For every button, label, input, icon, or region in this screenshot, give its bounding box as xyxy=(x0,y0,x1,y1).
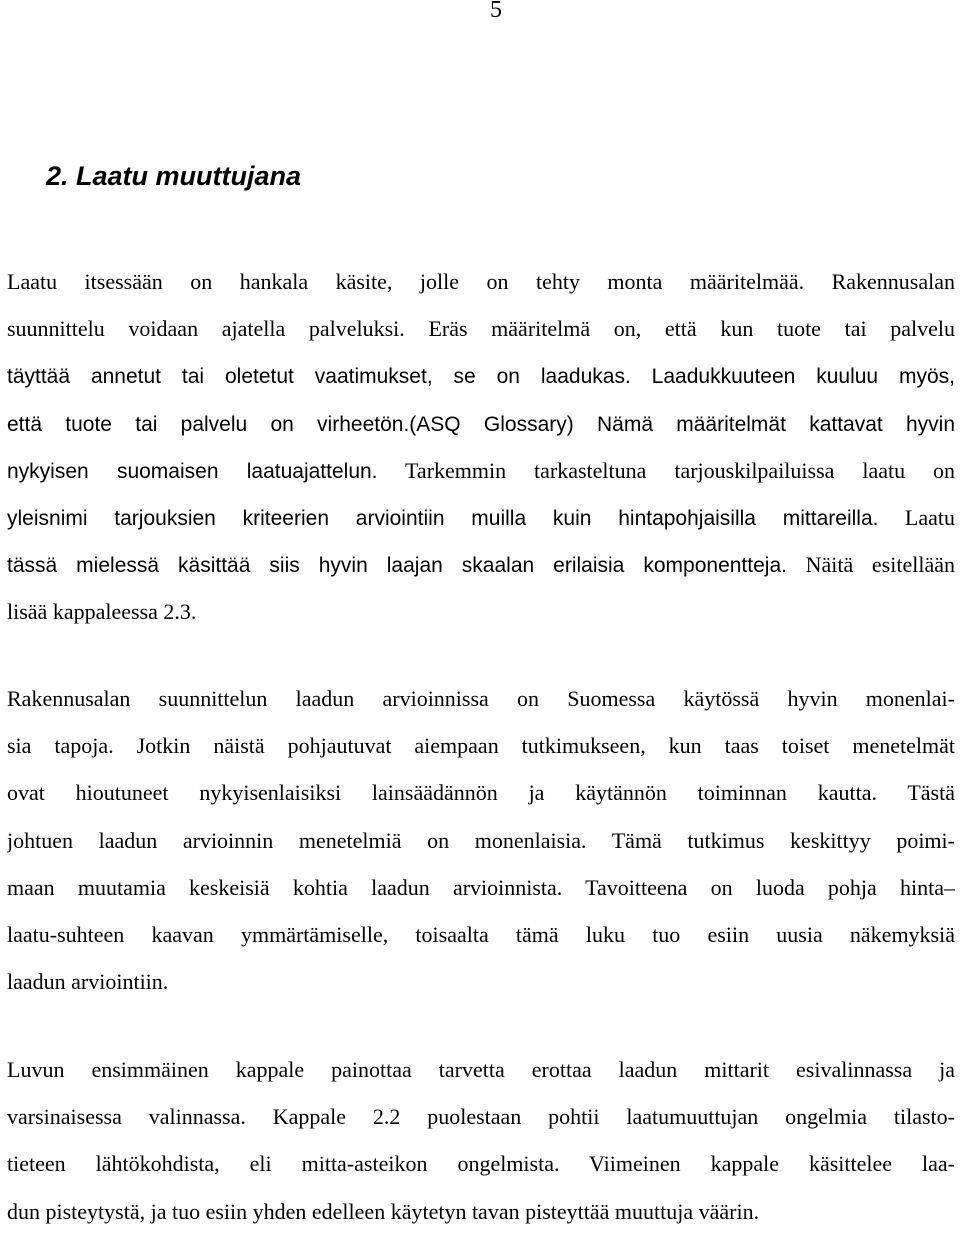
text-segment: ovat hioutuneet nykyisenlaisiksi lainsäädännön ja käytännön toiminnan kautta. Tästä xyxy=(7,780,955,806)
text-line xyxy=(7,1188,955,1235)
text-line xyxy=(7,305,955,352)
text-segment: Tarkemmin tarkasteltuna tarjouskilpailuissa laatu on xyxy=(377,457,955,483)
text-segment: Laatu xyxy=(878,504,955,530)
text-segment: dun pisteytystä, ja tuo esiin yhden edelleen käytetyn tavan pisteyttää muuttuja väärin. xyxy=(7,1198,760,1224)
text-segment: johtuen laadun arvioinnin menetelmiä on monenlaisia. Tämä tutkimus keskittyy poimi- xyxy=(7,827,955,853)
text-segment: suunnittelu voidaan ajatella palveluksi. Eräs määritelmä on, että kun tuote tai palvelu xyxy=(7,316,955,342)
text-segment: että tuote tai palvelu on virheetön. xyxy=(7,412,410,436)
page-number: 5 xyxy=(490,0,502,23)
text-segment: sia tapoja. Jotkin näistä pohjautuvat aiempaan tutkimukseen, kun taas toiset menetelmät xyxy=(7,733,955,759)
paragraph-quality-definition xyxy=(7,258,955,636)
text-line xyxy=(7,447,955,494)
text-segment: varsinaisessa valinnassa. Kappale 2.2 puolestaan pohtii laatumuuttujan ongelmia tilasto- xyxy=(7,1104,955,1130)
text-segment: Laatu itsessään on hankala käsite, jolle on tehty monta määritelmää. Rakennusalan xyxy=(7,269,955,294)
text-line xyxy=(7,1140,955,1187)
text-segment: tieteen lähtökohdista, eli mitta-asteikon ongelmista. Viimeinen kappale käsittelee laa- xyxy=(7,1151,955,1177)
paragraph-chapter-overview xyxy=(7,1046,955,1235)
text-line xyxy=(7,675,955,722)
text-segment: tässä mielessä käsittää siis hyvin laajan skaalan erilaisia komponentteja. xyxy=(7,554,787,578)
text-segment: nykyisen suomaisen laatuajattelun. xyxy=(7,459,378,483)
text-segment: maan muutamia keskeisiä kohtia laadun arvioinnista. Tavoitteena on luoda pohja hinta– xyxy=(7,874,955,900)
text-line xyxy=(7,541,955,588)
text-segment: Rakennusalan suunnittelun laadun arvioinnissa on Suomessa käytössä hyvin monenlai- xyxy=(7,686,955,711)
text-segment: laatu-suhteen kaavan ymmärtämiselle, toisaalta tämä luku tuo esiin uusia näkemyksiä xyxy=(7,921,955,947)
text-line xyxy=(7,352,955,399)
section-heading: 2. Laatu muuttujana xyxy=(46,161,302,191)
text-segment: (ASQ Glossary) Nämä määritelmät kattavat hyvin xyxy=(409,412,955,436)
text-segment: laadun arviointiin. xyxy=(7,969,169,995)
paragraph-evaluation-methods xyxy=(7,675,955,1005)
text-line xyxy=(7,258,955,305)
text-segment: yleisnimi tarjouksien kriteerien arviointiin muilla kuin hintapohjaisilla mittareilla. xyxy=(7,506,879,530)
text-line xyxy=(7,588,955,635)
text-line xyxy=(7,958,955,1005)
text-line xyxy=(7,817,955,864)
text-segment: täyttää annetut tai oletetut vaatimukset, se on laadukas. Laadukkuuteen kuuluu myös, xyxy=(7,365,955,389)
text-line xyxy=(7,1046,955,1093)
text-line xyxy=(7,1093,955,1140)
text-line xyxy=(7,722,955,769)
text-segment: lisää kappaleessa 2.3. xyxy=(7,599,197,625)
text-line xyxy=(7,864,955,911)
text-line xyxy=(7,769,955,816)
text-line xyxy=(7,494,955,541)
text-segment: Luvun ensimmäinen kappale painottaa tarvetta erottaa laadun mittarit esivalinnassa ja xyxy=(7,1057,955,1082)
text-line xyxy=(7,911,955,958)
text-segment: Näitä esitellään xyxy=(786,552,955,578)
text-line xyxy=(7,400,955,447)
